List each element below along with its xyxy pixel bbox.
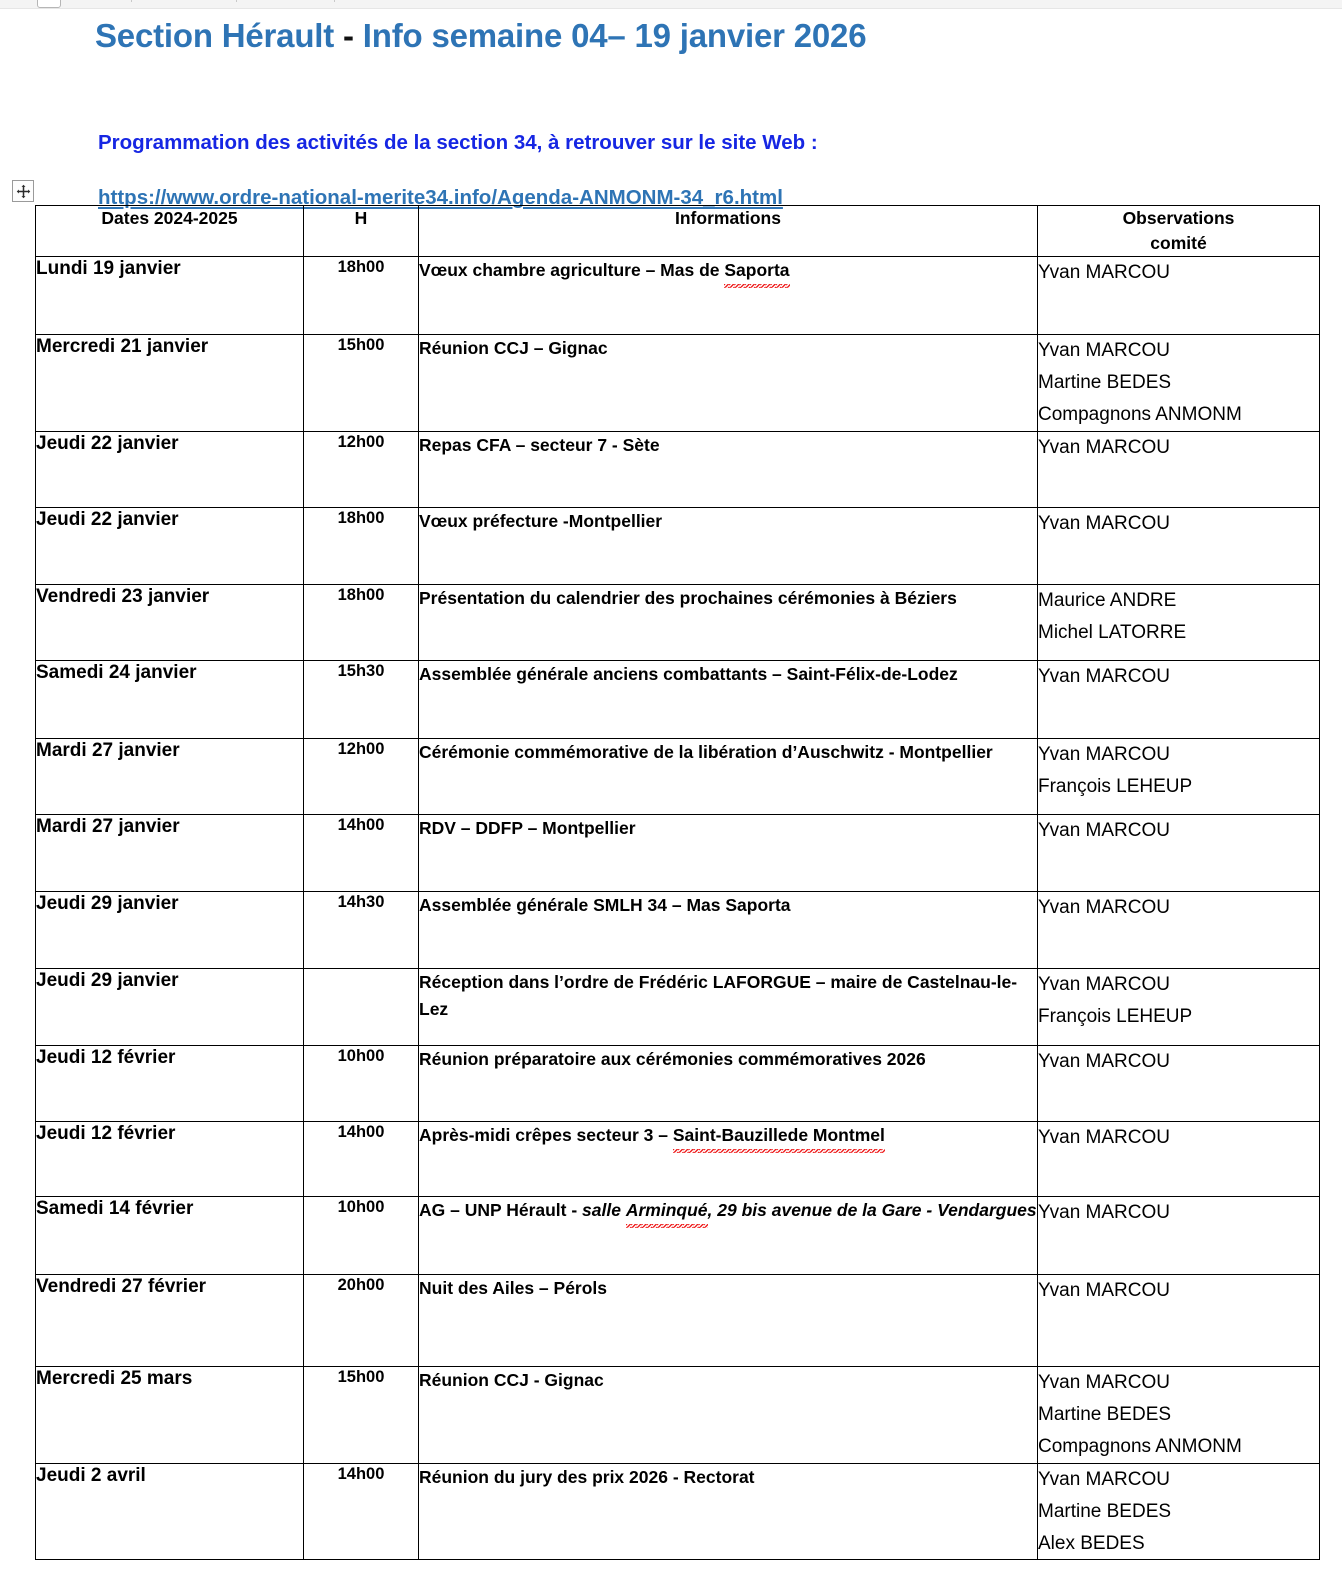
observation-name: Yvan MARCOU	[1038, 896, 1170, 918]
cell-informations	[419, 814, 1038, 891]
cell-observations	[1038, 334, 1320, 431]
cell-date: Jeudi 2 avril	[36, 1463, 304, 1560]
observation-name: François LEHEUP	[1038, 1005, 1193, 1027]
observation-name: Martine BEDES	[1038, 1403, 1172, 1425]
observation-name: Yvan MARCOU	[1038, 743, 1170, 765]
info-text: Vœux chambre agriculture – Mas de	[419, 259, 725, 280]
page-title-section: Section Hérault	[95, 17, 335, 54]
observation-name: Yvan MARCOU	[1038, 1126, 1170, 1148]
info-text: Vœux préfecture -Montpellier	[419, 510, 663, 531]
agenda-url-link[interactable]: https://www.ordre-national-merite34.info/Agenda-ANMONM-34_r6.html	[98, 186, 783, 210]
table-row	[36, 1045, 1320, 1121]
observation-name: Yvan MARCOU	[1038, 1279, 1170, 1301]
cell-hour: 18h00	[304, 256, 419, 334]
cell-hour: 15h00	[304, 334, 419, 431]
schedule-table-container	[35, 205, 1320, 1560]
cell-observations	[1038, 814, 1320, 891]
column-header-observations-line1: Observations	[1122, 208, 1235, 228]
table-row	[36, 660, 1320, 738]
observation-name: Maurice ANDRE	[1038, 589, 1177, 611]
cell-hour: 14h00	[304, 1463, 419, 1560]
cell-observations	[1038, 891, 1320, 968]
observation-name: Compagnons ANMONM	[1038, 403, 1242, 425]
cell-informations	[419, 431, 1038, 507]
column-header-informations: Informations	[419, 206, 1038, 257]
info-text: Assemblée générale anciens combattants – Saint-Félix-de-Lodez	[419, 663, 958, 684]
cell-observations	[1038, 1045, 1320, 1121]
cell-informations	[419, 256, 1038, 334]
cell-date: Samedi 24 janvier	[36, 660, 304, 738]
table-row	[36, 891, 1320, 968]
observation-name: Yvan MARCOU	[1038, 512, 1170, 534]
observation-name: Yvan MARCOU	[1038, 819, 1170, 841]
table-row	[36, 1463, 1320, 1560]
cell-observations	[1038, 1121, 1320, 1196]
column-header-dates: Dates 2024-2025	[36, 206, 304, 257]
info-spellcheck-word: Arminqué	[626, 1197, 708, 1224]
document-header	[0, 14, 1342, 212]
page-title-week: Info semaine 04– 19 janvier 2026	[362, 17, 867, 54]
cell-hour: 10h00	[304, 1045, 419, 1121]
schedule-table-body	[36, 256, 1320, 1560]
observation-name: Yvan MARCOU	[1038, 1371, 1170, 1393]
move-handle-icon	[16, 184, 31, 199]
column-header-observations-line2: comité	[1150, 232, 1207, 253]
column-header-hour: H	[304, 206, 419, 257]
cell-observations	[1038, 1463, 1320, 1560]
observation-name: Michel LATORRE	[1038, 621, 1187, 643]
cell-date: Jeudi 12 février	[36, 1045, 304, 1121]
ruler-tick	[334, 0, 335, 2]
column-header-observations	[1038, 206, 1320, 257]
info-text: AG – UNP Hérault -	[419, 1199, 583, 1220]
page-title-separator: -	[334, 17, 363, 54]
cell-date: Mercredi 25 mars	[36, 1366, 304, 1463]
info-text: RDV – DDFP – Montpellier	[419, 817, 636, 838]
page-title	[0, 14, 1342, 58]
ruler-tick	[236, 0, 237, 2]
table-row	[36, 334, 1320, 431]
cell-hour: 14h00	[304, 814, 419, 891]
ruler-indent-marker[interactable]	[37, 0, 61, 8]
cell-informations	[419, 1463, 1038, 1560]
observation-name: Yvan MARCOU	[1038, 665, 1170, 687]
cell-hour: 12h00	[304, 738, 419, 814]
cell-observations	[1038, 738, 1320, 814]
cell-date: Jeudi 29 janvier	[36, 968, 304, 1045]
cell-informations	[419, 584, 1038, 660]
info-spellcheck-word: Saint-Bauzille	[673, 1122, 788, 1149]
cell-date: Jeudi 29 janvier	[36, 891, 304, 968]
observation-name: Alex BEDES	[1038, 1532, 1145, 1554]
table-header-row	[36, 206, 1320, 257]
info-text: Réunion CCJ – Gignac	[419, 337, 608, 358]
cell-informations	[419, 738, 1038, 814]
observation-name: François LEHEUP	[1038, 775, 1193, 797]
cell-hour: 10h00	[304, 1196, 419, 1274]
cell-date: Vendredi 27 février	[36, 1274, 304, 1366]
page-subtitle: Programmation des activités de la section 34, à retrouver sur le site Web :	[98, 130, 818, 154]
cell-informations	[419, 660, 1038, 738]
info-text: Après-midi crêpes secteur 3 –	[419, 1124, 673, 1145]
cell-informations	[419, 1045, 1038, 1121]
agenda-url-paragraph	[0, 156, 1342, 212]
info-text: Cérémonie commémorative de la libération d’Auschwitz - Montpellier	[419, 741, 993, 762]
cell-date: Lundi 19 janvier	[36, 256, 304, 334]
schedule-table	[35, 205, 1320, 1560]
info-text: Réunion du jury des prix 2026 - Rectorat	[419, 1466, 755, 1487]
cell-informations	[419, 507, 1038, 584]
observation-name: Yvan MARCOU	[1038, 1050, 1170, 1072]
cell-observations	[1038, 431, 1320, 507]
cell-observations	[1038, 256, 1320, 334]
cell-date: Vendredi 23 janvier	[36, 584, 304, 660]
cell-hour: 14h00	[304, 1121, 419, 1196]
info-text: Réunion CCJ - Gignac	[419, 1369, 604, 1390]
observation-name: Yvan MARCOU	[1038, 261, 1170, 283]
cell-date: Mercredi 21 janvier	[36, 334, 304, 431]
table-row	[36, 1274, 1320, 1366]
observation-name: Martine BEDES	[1038, 1500, 1172, 1522]
observation-name: Martine BEDES	[1038, 371, 1172, 393]
table-row	[36, 431, 1320, 507]
info-text-italic: salle	[582, 1199, 626, 1220]
cell-hour: 20h00	[304, 1274, 419, 1366]
cell-observations	[1038, 1274, 1320, 1366]
cell-hour: 18h00	[304, 584, 419, 660]
cell-informations	[419, 1366, 1038, 1463]
observation-name: Compagnons ANMONM	[1038, 1435, 1242, 1457]
observation-name: Yvan MARCOU	[1038, 436, 1170, 458]
cell-date: Mardi 27 janvier	[36, 814, 304, 891]
cell-observations	[1038, 507, 1320, 584]
table-row	[36, 584, 1320, 660]
info-text: Nuit des Ailes – Pérols	[419, 1277, 608, 1298]
table-move-handle[interactable]	[12, 180, 34, 202]
cell-informations	[419, 334, 1038, 431]
cell-observations	[1038, 584, 1320, 660]
cell-date: Jeudi 22 janvier	[36, 507, 304, 584]
info-text: Repas CFA – secteur 7 - Sète	[419, 434, 660, 455]
table-row	[36, 814, 1320, 891]
cell-hour: 15h00	[304, 1366, 419, 1463]
cell-date: Mardi 27 janvier	[36, 738, 304, 814]
cell-informations	[419, 891, 1038, 968]
cell-observations	[1038, 660, 1320, 738]
info-text: Réunion préparatoire aux cérémonies commémoratives 2026	[419, 1048, 926, 1069]
observation-name: Yvan MARCOU	[1038, 339, 1170, 361]
table-row	[36, 256, 1320, 334]
cell-informations	[419, 1196, 1038, 1274]
cell-informations	[419, 1121, 1038, 1196]
observation-name: Yvan MARCOU	[1038, 1201, 1170, 1223]
table-row	[36, 507, 1320, 584]
table-row	[36, 1366, 1320, 1463]
table-row	[36, 1196, 1320, 1274]
table-row	[36, 1121, 1320, 1196]
ruler-tick	[131, 0, 132, 2]
info-spellcheck-word: Saporta	[724, 257, 789, 284]
info-text: Présentation du calendrier des prochaines cérémonies à Béziers	[419, 587, 957, 608]
cell-date: Jeudi 12 février	[36, 1121, 304, 1196]
cell-hour	[304, 968, 419, 1045]
cell-observations	[1038, 968, 1320, 1045]
cell-observations	[1038, 1196, 1320, 1274]
cell-observations	[1038, 1366, 1320, 1463]
cell-hour: 12h00	[304, 431, 419, 507]
observation-name: Yvan MARCOU	[1038, 973, 1170, 995]
info-text: Assemblée générale SMLH 34 – Mas Saporta	[419, 894, 791, 915]
cell-informations	[419, 968, 1038, 1045]
table-row	[36, 738, 1320, 814]
observation-name: Yvan MARCOU	[1038, 1468, 1170, 1490]
cell-informations	[419, 1274, 1038, 1366]
table-row	[36, 968, 1320, 1045]
cell-date: Samedi 14 février	[36, 1196, 304, 1274]
ruler-strip	[0, 0, 1342, 9]
cell-hour: 14h30	[304, 891, 419, 968]
info-text-italic: , 29 bis avenue de la Gare - Vendargues	[707, 1199, 1037, 1220]
info-text: de Montmel	[788, 1122, 885, 1149]
cell-hour: 18h00	[304, 507, 419, 584]
info-text: Réception dans l’ordre de Frédéric LAFORGUE – maire de Castelnau-le-Lez	[419, 971, 1018, 1019]
cell-date: Jeudi 22 janvier	[36, 431, 304, 507]
cell-hour: 15h30	[304, 660, 419, 738]
